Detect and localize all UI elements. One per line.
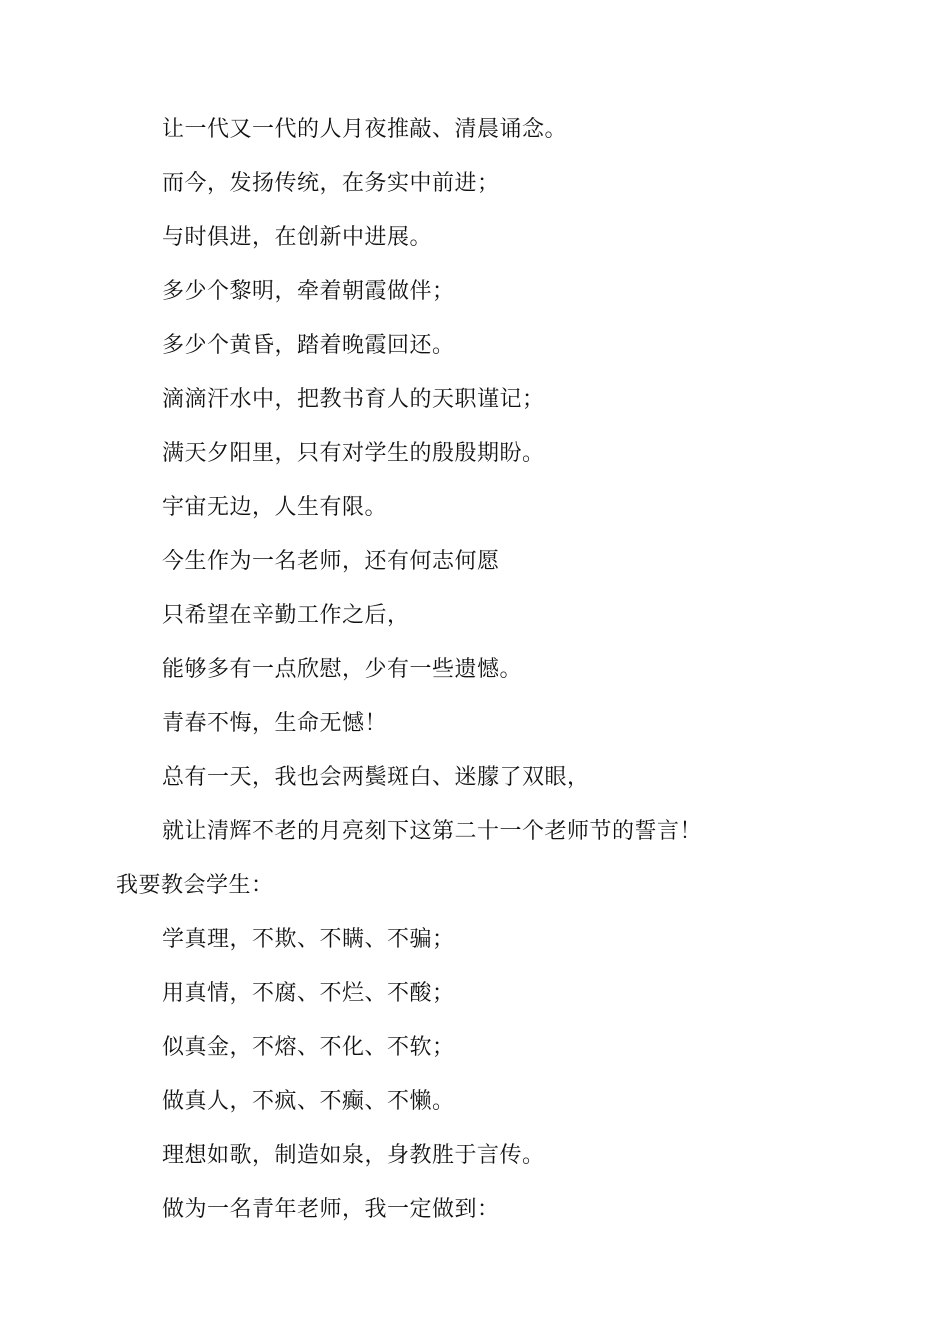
text-line: 理想如歌，制造如泉，身教胜于言传。 xyxy=(162,1143,545,1168)
text-line: 只希望在辛勤工作之后， xyxy=(162,603,410,628)
text-line: 总有一天，我也会两鬓斑白、迷朦了双眼， xyxy=(162,765,590,790)
text-line: 做真人，不疯、不癫、不懒。 xyxy=(162,1089,455,1114)
text-line: 做为一名青年老师，我一定做到： xyxy=(162,1197,500,1222)
text-line: 今生作为一名老师，还有何志何愿 xyxy=(162,549,500,574)
text-line: 而今，发扬传统，在务实中前进； xyxy=(162,171,500,196)
text-line: 多少个黎明，牵着朝霞做伴； xyxy=(162,279,455,304)
text-line: 让一代又一代的人月夜推敲、清晨诵念。 xyxy=(162,117,568,142)
text-line: 能够多有一点欣慰，少有一些遗憾。 xyxy=(162,657,523,682)
text-line: 多少个黄昏，踏着晚霞回还。 xyxy=(162,333,455,358)
text-line: 用真情，不腐、不烂、不酸； xyxy=(162,981,455,1006)
text-line: 学真理，不欺、不瞒、不骗； xyxy=(162,927,455,952)
text-line: 就让清辉不老的月亮刻下这第二十一个老师节的誓言！ xyxy=(162,819,703,844)
text-line: 宇宙无边，人生有限。 xyxy=(162,495,388,520)
text-line: 青春不悔，生命无憾！ xyxy=(162,711,388,736)
text-line: 滴滴汗水中，把教书育人的天职谨记； xyxy=(162,387,545,412)
text-line: 似真金，不熔、不化、不软； xyxy=(162,1035,455,1060)
text-line: 满天夕阳里，只有对学生的殷殷期盼。 xyxy=(162,441,545,466)
section-heading: 我要教会学生： xyxy=(116,873,274,898)
text-line: 与时俱进，在创新中进展。 xyxy=(162,225,433,250)
